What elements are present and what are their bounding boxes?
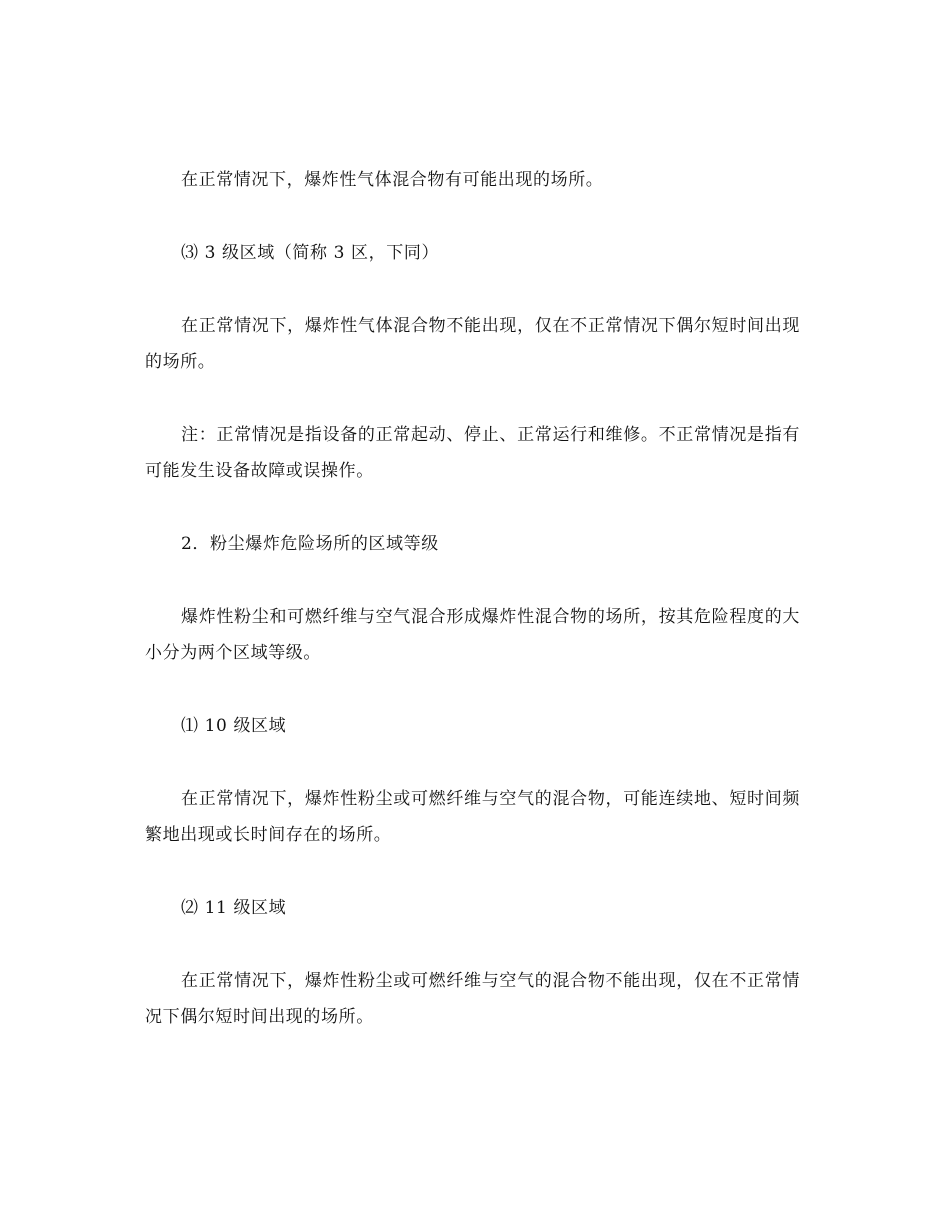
heading-zone-11: ⑵ 11 级区域 (181, 898, 287, 918)
paragraph-zone-11-description: 在正常情况下，爆炸性粉尘或可燃纤维与空气的混合物不能出现，仅在不正常情况下偶尔短时间出现的场所。 (145, 971, 800, 1027)
paragraph-dust-intro: 爆炸性粉尘和可燃纤维与空气混合形成爆炸性混合物的场所，按其危险程度的大小分为两个区域等级。 (145, 607, 800, 663)
document-body (145, 162, 800, 1072)
paragraph-note: 注：正常情况是指设备的正常起动、停止、正常运行和维修。不正常情况是指有可能发生设备故障或误操作。 (145, 425, 800, 481)
paragraph-zone-2-description: 在正常情况下，爆炸性气体混合物有可能出现的场所。 (181, 170, 604, 190)
heading-zone-10: ⑴ 10 级区域 (181, 716, 287, 736)
paragraph-zone-3-description: 在正常情况下，爆炸性气体混合物不能出现，仅在不正常情况下偶尔短时间出现的场所。 (145, 316, 800, 372)
heading-dust-zones: 2．粉尘爆炸危险场所的区域等级 (181, 534, 439, 554)
paragraph-zone-10-description: 在正常情况下，爆炸性粉尘或可燃纤维与空气的混合物，可能连续地、短时间频繁地出现或长时间存在的场所。 (145, 789, 800, 845)
heading-zone-3: ⑶ 3 级区域（简称 3 区，下同） (181, 243, 440, 263)
